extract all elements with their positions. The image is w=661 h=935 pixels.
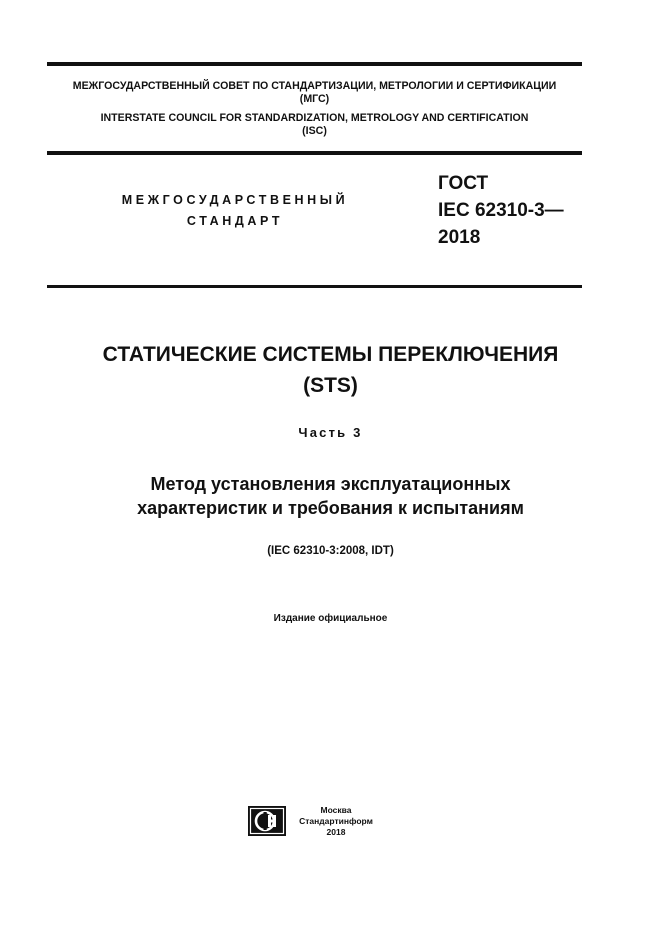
- council-ru-name: МЕЖГОСУДАРСТВЕННЫЙ СОВЕТ ПО СТАНДАРТИЗАЦИИ, МЕТРОЛОГИИ И СЕРТИФИКАЦИИ: [72, 80, 557, 92]
- subtitle-line2: характеристик и требования к испытаниям: [137, 498, 524, 518]
- document-subtitle: [0, 472, 661, 520]
- edition-note: Издание официальное: [273, 613, 388, 624]
- gost-number: IEC 62310-3—: [438, 200, 564, 221]
- publisher-name: Стандартинформ: [299, 816, 373, 826]
- standard-type-label: [100, 190, 370, 232]
- council-ru-abbr: (МГС): [299, 93, 330, 105]
- council-en-name: INTERSTATE COUNCIL FOR STANDARDIZATION, METROLOGY AND CERTIFICATION: [100, 112, 529, 124]
- gost-prefix: ГОСТ: [438, 173, 489, 194]
- title-line1: СТАТИЧЕСКИЕ СИСТЕМЫ ПЕРЕКЛЮЧЕНИЯ: [102, 343, 559, 366]
- top-divider: [47, 62, 582, 66]
- iec-reference: (IEC 62310-3:2008, IDT): [267, 545, 394, 557]
- subtitle-line1: Метод установления эксплуатационных: [150, 474, 511, 494]
- gost-year: 2018: [438, 227, 481, 248]
- gost-designation: [438, 170, 564, 251]
- standard-type-line1: МЕЖГОСУДАРСТВЕННЫЙ: [121, 193, 349, 207]
- council-english: [47, 112, 582, 138]
- council-russian: [47, 80, 582, 106]
- bottom-divider: [47, 285, 582, 288]
- council-en-abbr: (ISC): [302, 125, 327, 137]
- middle-divider: [47, 151, 582, 155]
- publisher-block: [294, 805, 378, 838]
- standard-type-line2: СТАНДАРТ: [186, 214, 284, 228]
- publisher-year: 2018: [326, 827, 346, 837]
- document-title: [0, 339, 661, 401]
- title-line2: (STS): [303, 374, 358, 397]
- publisher-city: Москва: [320, 805, 352, 815]
- standartinform-logo-icon: [248, 806, 286, 836]
- part-number: Часть 3: [298, 425, 363, 440]
